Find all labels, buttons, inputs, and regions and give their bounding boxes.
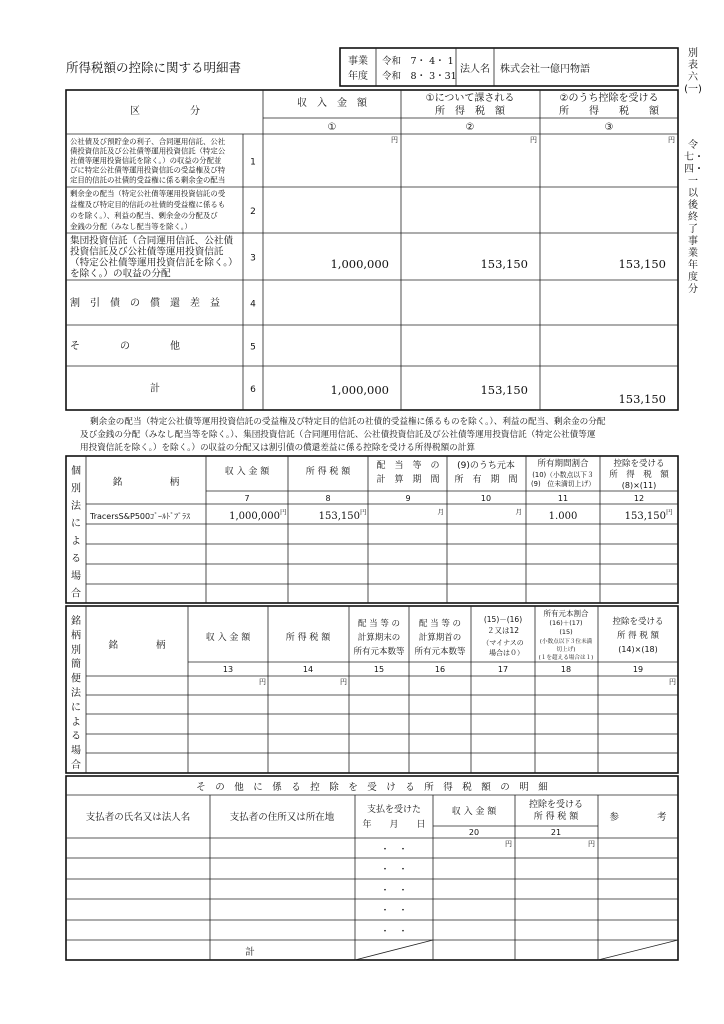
row-number: 6 bbox=[250, 385, 256, 395]
col-credit-19: 控除を受ける bbox=[612, 617, 664, 627]
row-label: 投資信託及び公社債等運用投資信託 bbox=[70, 246, 224, 258]
side-label-char: 柄 bbox=[71, 630, 81, 642]
applicable-period-label: 令七・四・一 以後終了事業年度分 bbox=[684, 140, 708, 295]
col-income-7: 収 入 金 額 bbox=[224, 467, 270, 477]
yen-mark: 円 bbox=[505, 840, 512, 848]
svg-text:所有元本数等: 所有元本数等 bbox=[353, 647, 405, 657]
form-title: 所得税額の控除に関する明細書 bbox=[66, 60, 242, 75]
col-number: 16 bbox=[434, 665, 446, 674]
simplified-method-table bbox=[66, 606, 678, 773]
row-number: 4 bbox=[250, 299, 256, 310]
row-label: を除く。）の収益の分配 bbox=[70, 268, 171, 280]
svg-text:所有元本数等: 所有元本数等 bbox=[414, 647, 466, 657]
col-num-21: 21 bbox=[550, 828, 562, 837]
yen-mark: 円 bbox=[280, 508, 287, 516]
row-number: 3 bbox=[250, 253, 256, 264]
col-credit-2: 所 得 税 額 bbox=[559, 106, 659, 117]
col-reference: 参 考 bbox=[609, 812, 667, 823]
col-payment-date: 支払を受けた bbox=[366, 805, 422, 815]
svg-text:計 算 期 間: 計 算 期 間 bbox=[376, 475, 440, 485]
col-number: 15 bbox=[373, 665, 385, 674]
ratio-11: 1.000 bbox=[548, 511, 578, 522]
side-label-char: 個 bbox=[71, 466, 81, 477]
credit-amount: 153,150 bbox=[618, 392, 666, 406]
row-label: 公社債及び預貯金の利子、合同運用信託、公社 bbox=[70, 136, 226, 146]
col-income-20: 収 入 金 額 bbox=[451, 807, 497, 817]
col-number: 7 bbox=[244, 494, 250, 503]
svg-text:及び金銭の分配（みなし配当等を除く。）、集団投資信託（合同運: 及び金銭の分配（みなし配当等を除く。）、集団投資信託（合同運用信託、公社債投資信託及び公社債等運用投資信託（特定公社債等運 bbox=[80, 430, 596, 440]
svg-text:(8)×(11): (8)×(11) bbox=[621, 481, 657, 490]
side-label-char: る bbox=[71, 731, 81, 743]
row-label: 益権及び特定目的信託の社債的受益権に係るも bbox=[70, 200, 226, 210]
side-label-char: 銘 bbox=[71, 616, 81, 627]
side-label-char: 合 bbox=[71, 760, 81, 771]
col-number: 19 bbox=[632, 665, 644, 674]
row-label: 金銭の分配（みなし配当等を除く。） bbox=[70, 222, 192, 232]
side-label-char: 合 bbox=[71, 588, 81, 600]
col-payer-name: 支払者の氏名又は法人名 bbox=[85, 812, 191, 823]
date-separator: ・ ・ bbox=[380, 845, 408, 855]
col-credit: ②のうち控除を受ける bbox=[559, 93, 659, 104]
svg-text:用投資信託を除く。）を除く。）の収益の分配又は割引債の償還差: 用投資信託を除く。）を除く。）の収益の分配又は割引債の償還差益に係る控除を受ける所得税額の計算 bbox=[80, 443, 475, 453]
col-meigara: 銘 柄 bbox=[112, 477, 180, 488]
row-number: 5 bbox=[250, 342, 256, 353]
svg-text:(15): (15) bbox=[559, 628, 573, 636]
svg-text:所 得 税 額: 所 得 税 額 bbox=[533, 812, 579, 822]
svg-text:(10)（小数点以下３: (10)（小数点以下３ bbox=[532, 471, 594, 479]
row-label: のを除く。）、利益の配当、剰余金の分配及び bbox=[70, 211, 218, 221]
side-label-char: 法 bbox=[71, 501, 81, 512]
row-label: そ の 他 bbox=[70, 341, 180, 352]
row-number: 2 bbox=[250, 207, 256, 217]
side-label-char: 別 bbox=[71, 483, 81, 495]
svg-text:所 得 税 額: 所 得 税 額 bbox=[609, 470, 669, 480]
col-17: (15)－(16) bbox=[483, 615, 523, 624]
side-label-char: 別 bbox=[71, 644, 81, 656]
header-jigyou: 事業 bbox=[348, 56, 368, 67]
form-number-label: 別表六(一) bbox=[684, 48, 702, 95]
row-label: びに特定公社債等運用投資信託の受益権及び特 bbox=[70, 165, 226, 175]
svg-text:所 有 期 間: 所 有 期 間 bbox=[454, 475, 518, 485]
row-label: 集団投資信託（合同運用信託、公社債 bbox=[70, 235, 234, 247]
corp-name: 株式会社一億円物語 bbox=[500, 64, 590, 75]
col-credit-21: 控除を受ける bbox=[528, 800, 584, 810]
taxed-amount: 153,150 bbox=[480, 383, 528, 397]
svg-text:計算期末の: 計算期末の bbox=[357, 633, 401, 643]
date-separator: ・ ・ bbox=[380, 886, 408, 896]
date-separator: ・ ・ bbox=[380, 906, 408, 916]
yen-mark: 円 bbox=[259, 678, 266, 686]
period-from: 令和 7・ 4・ 1 bbox=[382, 56, 454, 67]
col-number: 9 bbox=[405, 494, 411, 503]
date-separator: ・ ・ bbox=[380, 927, 408, 937]
income-amount: 1,000,000 bbox=[330, 257, 389, 271]
row-label: 剰余金の配当（特定公社債等運用投資信託の受 bbox=[70, 189, 226, 199]
date-separator: ・ ・ bbox=[380, 865, 408, 875]
col-tax-8: 所 得 税 額 bbox=[305, 467, 351, 477]
circ-2: ② bbox=[465, 122, 475, 133]
row-label: 社債等運用投資信託を除く。）の収益の分配並 bbox=[70, 156, 222, 166]
col-number: 12 bbox=[633, 494, 645, 503]
svg-text:年 月 日: 年 月 日 bbox=[362, 820, 426, 830]
credit-amount: 153,150 bbox=[618, 257, 666, 271]
svg-text:切上げ): 切上げ) bbox=[556, 647, 576, 653]
col-ratio-11: 所有期間割合 bbox=[537, 459, 589, 469]
yen-mark: 円 bbox=[340, 678, 347, 686]
col-18: 所有元本割合 bbox=[543, 609, 589, 618]
col-number: 18 bbox=[560, 665, 572, 674]
svg-text:剰余金の配当（特定公社債等運用投資信託の受益権及び特定目的信: 剰余金の配当（特定公社債等運用投資信託の受益権及び特定目的信託の社債的受益権に係るものを除く。）、利益の配当、剰余金の分配 bbox=[90, 417, 606, 427]
side-label-char: よ bbox=[71, 536, 81, 547]
side-label-char: 法 bbox=[71, 688, 81, 699]
side-label-char: 便 bbox=[71, 673, 81, 685]
col-meigara-simple: 銘 柄 bbox=[108, 640, 166, 651]
side-label-char: に bbox=[71, 518, 81, 530]
row-label: 割 引 債 の 償 還 差 益 bbox=[70, 298, 220, 309]
svg-text:(小数点以下３位未満: (小数点以下３位未満 bbox=[539, 639, 593, 645]
svg-text:(9) 位未満切上げ）: (9) 位未満切上げ） bbox=[530, 480, 596, 488]
side-label-char: よ bbox=[71, 716, 81, 728]
row-label: 定目的信託の社債的受益権に係る剰余金の配当 bbox=[70, 175, 226, 185]
tax-amount-8: 153,150 bbox=[318, 511, 360, 522]
month-mark: 月 bbox=[515, 508, 522, 516]
side-label-char: に bbox=[71, 702, 81, 714]
svg-text:(16)＋(17): (16)＋(17) bbox=[549, 619, 583, 627]
other-credits-table bbox=[66, 776, 678, 960]
col-start-16: 配 当 等 の bbox=[418, 619, 462, 629]
income-amount-7: 1,000,000 bbox=[229, 511, 280, 522]
taxed-amount: 153,150 bbox=[480, 257, 528, 271]
col-taxed: ①について課される bbox=[425, 93, 515, 104]
col-number: 17 bbox=[497, 665, 509, 674]
corp-label: 法人名 bbox=[460, 64, 490, 75]
row-number: 1 bbox=[250, 157, 256, 168]
row-label: 債投資信託及び公社債等運用投資信託（特定公 bbox=[70, 146, 226, 156]
yen-mark: 円 bbox=[666, 508, 673, 516]
yen-mark: 円 bbox=[530, 136, 537, 144]
col-owned-10: (9)のうち元本 bbox=[457, 461, 515, 471]
month-mark: 月 bbox=[437, 508, 444, 516]
col-income-13: 収 入 金 額 bbox=[205, 633, 251, 643]
col-number: 11 bbox=[557, 494, 569, 503]
svg-text:(１を超える場合は１): (１を超える場合は１) bbox=[538, 655, 594, 661]
col-number: 10 bbox=[480, 494, 492, 503]
col-num-20: 20 bbox=[468, 828, 480, 837]
note-text bbox=[80, 415, 606, 453]
side-label-char: 場 bbox=[71, 745, 81, 757]
circ-1: ① bbox=[327, 122, 337, 133]
col-income: 収 入 金 額 bbox=[297, 98, 367, 109]
side-label-char: 場 bbox=[71, 571, 81, 582]
circ-3: ③ bbox=[604, 122, 614, 133]
col-credit-12: 控除を受ける bbox=[613, 459, 665, 469]
svg-text:２又は12: ２又は12 bbox=[486, 626, 520, 635]
col-end-15: 配 当 等 の bbox=[357, 619, 401, 629]
yen-mark: 円 bbox=[669, 678, 676, 686]
col-tax-14: 所 得 税 額 bbox=[285, 633, 331, 643]
row-label: 計 bbox=[150, 383, 160, 395]
yen-mark: 円 bbox=[391, 136, 398, 144]
svg-text:(14)×(18): (14)×(18) bbox=[618, 645, 658, 654]
meigara-name: TracersS&P500ｺﾞｰﾙﾄﾞﾌﾟﾗｽ bbox=[90, 512, 191, 521]
side-label-char: 簡 bbox=[71, 659, 81, 671]
svg-text:場合は０）: 場合は０） bbox=[482, 649, 524, 657]
side-label-char: る bbox=[71, 553, 81, 565]
svg-text:所 得 税 額: 所 得 税 額 bbox=[616, 631, 660, 641]
col-number: 8 bbox=[325, 494, 331, 503]
other-section-title: そ の 他 に 係 る 控 除 を 受 け る 所 得 税 額 の 明 細 bbox=[196, 782, 548, 793]
col-taxed-2: 所 得 税 額 bbox=[435, 106, 505, 117]
col-payer-address: 支払者の住所又は所在地 bbox=[229, 812, 335, 823]
yen-mark: 円 bbox=[360, 508, 367, 516]
yen-mark: 円 bbox=[588, 840, 595, 848]
income-amount: 1,000,000 bbox=[330, 383, 389, 397]
total-label: 計 bbox=[245, 947, 255, 958]
period-to: 令和 8・ 3・31 bbox=[382, 71, 457, 82]
col-number: 13 bbox=[222, 665, 234, 674]
svg-text:計算期首の: 計算期首の bbox=[418, 633, 462, 643]
credit-amount-12: 153,150 bbox=[624, 511, 666, 522]
svg-text:（マイナスの: （マイナスの bbox=[482, 639, 524, 647]
col-number: 14 bbox=[302, 665, 314, 674]
col-kubun: 区 分 bbox=[130, 106, 200, 117]
header-nendo: 年度 bbox=[348, 71, 368, 82]
col-period-9: 配 当 等 の bbox=[376, 461, 440, 471]
yen-mark: 円 bbox=[668, 136, 675, 144]
row-label: （特定公社債等運用投資信託を除く。） bbox=[70, 257, 238, 269]
